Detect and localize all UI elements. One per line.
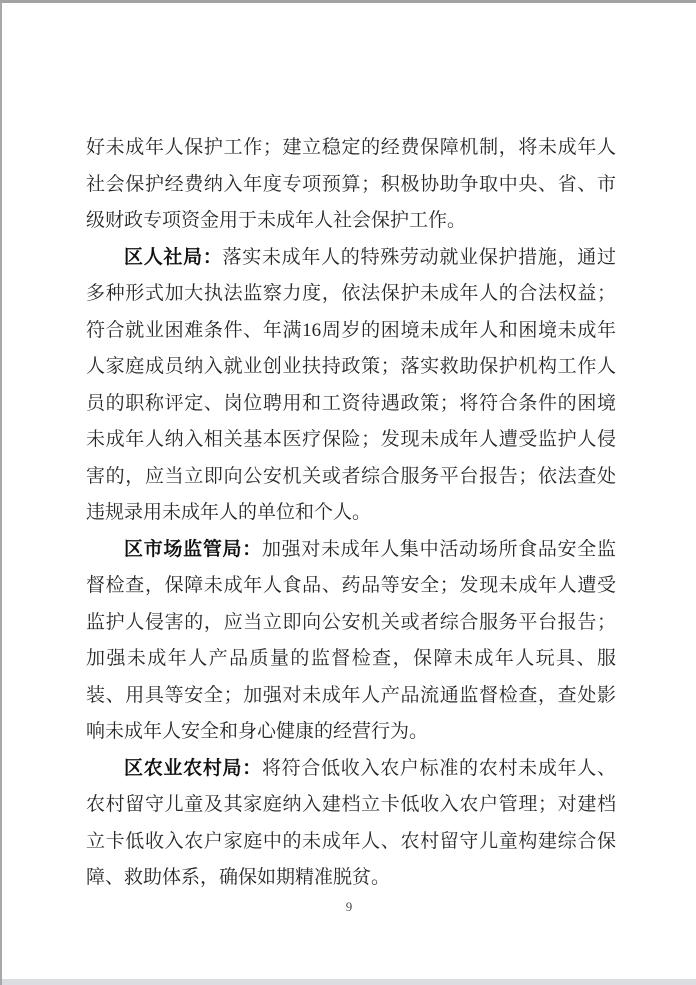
body-paragraph bbox=[86, 751, 616, 897]
paragraph-lead: 区农业农村局： bbox=[124, 757, 262, 779]
document-body bbox=[86, 130, 616, 897]
paragraph-lead: 区人社局： bbox=[124, 246, 223, 268]
body-paragraph bbox=[86, 240, 616, 532]
paragraph-text: 好未成年人保护工作；建立稳定的经费保障机制，将未成年人社会保护经费纳入年度专项预算；积极协助争取中央、省、市级财政专项资金用于未成年人社会保护工作。 bbox=[86, 137, 616, 231]
paragraph-text: 将符合低收入农户标准的农村未成年人、农村留守儿童及其家庭纳入建档立卡低收入农户管理；对建档立卡低收入农户家庭中的未成年人、农村留守儿童构建综合保障、救助体系，确保如期精准脱贫。 bbox=[86, 757, 616, 888]
page-bottom-edge bbox=[2, 979, 696, 985]
page-number: 9 bbox=[345, 899, 353, 914]
body-paragraph bbox=[86, 532, 616, 751]
paragraph-lead: 区市场监管局： bbox=[124, 538, 262, 560]
paragraph-text: 落实未成年人的特殊劳动就业保护措施，通过多种形式加大执法监察力度，依法保护未成年人的合法权益；符合就业困难条件、年满16周岁的困境未成年人和困境未成年人家庭成员纳入就业创业扶持政策；落实救助保护机构工作人员的职称评定、岗位聘用和工资待遇政策；将符合条件的困境未成年人纳入相关基本医疗保险；发现未成年人遭受监护人侵害的，应当立即向公安机关或者综合服务平台报告；依法查处违规录用未成年人的单位和个人。 bbox=[86, 246, 616, 523]
paragraph-text: 加强对未成年人集中活动场所食品安全监督检查，保障未成年人食品、药品等安全；发现未成年人遭受监护人侵害的，应当立即向公安机关或者综合服务平台报告；加强未成年人产品质量的监督检查，保障未成年人玩具、服装、用具等安全；加强对未成年人产品流通监督检查，查处影响未成年人安全和身心健康的经营行为。 bbox=[86, 538, 616, 742]
body-paragraph bbox=[86, 130, 616, 240]
